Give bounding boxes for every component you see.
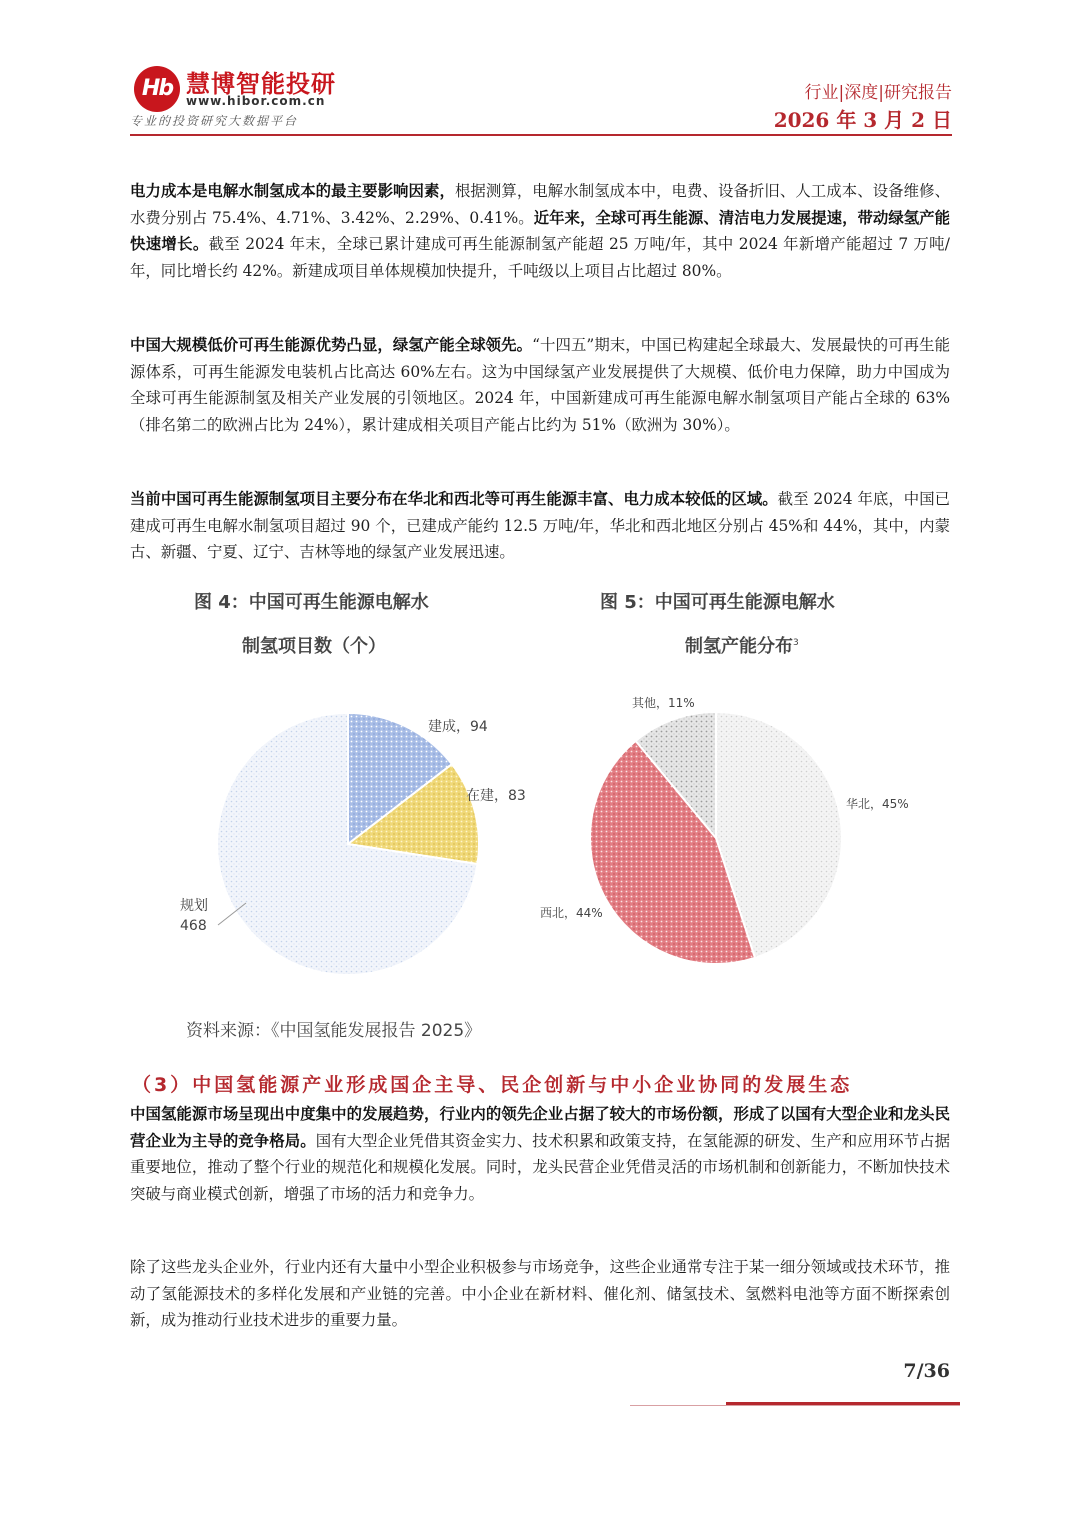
pie-label-建成: 建成，94 [428,719,488,735]
pie-label-规划: 468 [180,918,207,934]
paragraph-2-lead: 中国大规模低价可再生能源优势凸显，绿氢产能全球领先。 [130,336,533,354]
logo-name: 慧博智能投研 [186,70,336,98]
paragraph-2-text: “十四五”期末，中国已构建起全球最大、发展最快的可再生能源体系，可再生能源发电装机占比高达 60%左右。这为中国绿氢产业发展提供了大规模、低价电力保障，助力中国成为全球可再生能源制氢及相关产业发展的引领地区。2024 年，中国新建成可再生能源电解水制氢项目产能占全球的 63%（排名第二的欧洲占比为 24%），累计建成相关项目产能占比约为 51%（欧洲为 30%）。 [130,336,950,434]
pie-label-在建: 在建，83 [466,788,526,804]
figure-5-title-text: 制氢产能分布 [685,636,793,657]
pie-chart-capacity-distribution [540,695,909,964]
paragraph-1-lead: 电力成本是电解水制氢成本的最主要影响因素， [130,182,455,200]
logo-url: www.hibor.com.cn [186,94,326,108]
paragraph-4-text: 国有大型企业凭借其资金实力、技术积累和政策支持，在氢能源的研发、生产和应用环节占据重要地位，推动了整个行业的规范化和规模化发展。同时，龙头民营企业凭借灵活的市场机制和创新能力，不断加快技术突破与商业模式创新，增强了市场的活力和竞争力。 [130,1131,950,1203]
paragraph-4 [130,1101,950,1207]
figure-4-title-line2: 制氢项目数（个） [242,636,386,657]
figure-5-footnote-mark: 3 [793,638,799,648]
section-heading: （3）中国氢能源产业形成国企主导、民企创新与中小企业协同的发展生态 [132,1074,853,1096]
paragraph-5 [130,1254,950,1334]
report-type: 行业|深度|研究报告 [804,83,952,103]
logo-mark: Hb [134,66,180,112]
pie-label-西北: 西北，44% [540,906,603,920]
paragraph-5-text: 除了这些龙头企业外，行业内还有大量中小型企业积极参与市场竞争，这些企业通常专注于某一细分领域或技术环节，推动了氢能源技术的多样化发展和产业链的完善。中小企业在新材料、催化剂、储氢技术、氢燃料电池等方面不断探索创新，成为推动行业技术进步的重要力量。 [130,1258,950,1330]
paragraph-1-emphasis: 近年来，全球可再生能源、清洁电力发展提速，带动绿氢产能快速增长。 [130,208,950,254]
footer-rule-accent [726,1402,960,1405]
footer-rule [630,1405,960,1406]
paragraph-3-text: 截至 2024 年底，中国已建成可再生电解水制氢项目超过 90 个，已建成产能约 12.5 万吨/年，华北和西北地区分别占 45%和 44%，其中，内蒙古、新疆、宁夏、辽宁、吉林等地的绿氢产业发展迅速。 [130,490,950,562]
report-date: 2026 年 3 月 2 日 [773,108,952,132]
figure-source: 资料来源：《中国氢能发展报告 2025》 [186,1021,482,1041]
paragraph-1-text: 根据测算，电解水制氢成本中，电费、设备折旧、人工成本、设备维修、水费分别占 75.4%、4.71%、3.42%、2.29%、0.41%。 [130,182,950,227]
pie-label-华北: 华北，45% [846,797,909,811]
page-number: 7/36 [903,1360,950,1382]
paragraph-1-text-2: 截至 2024 年末，全球已累计建成可再生能源制氢产能超 25 万吨/年，其中 2024 年新增产能超过 7 万吨/年，同比增长约 42%。新建成项目单体规模加快提升，千吨级以上项目占比超过 80%。 [130,235,950,280]
pie-chart-project-count [180,713,526,975]
paragraph-4-lead: 中国氢能源市场呈现出中度集中的发展趋势，行业内的领先企业占据了较大的市场份额，形成了以国有大型企业和龙头民营企业为主导的竞争格局。 [130,1105,950,1150]
paragraph-3-lead: 当前中国可再生能源制氢项目主要分布在华北和西北等可再生能源丰富、电力成本较低的区域。 [130,490,778,508]
figure-4-title-line1: 图 4：中国可再生能源电解水 [194,592,429,613]
figure-5-title-line1: 图 5：中国可再生能源电解水 [600,592,835,613]
pie-label-其他: 其他，11% [632,696,695,710]
logo-slogan: 专业的投资研究大数据平台 [130,114,299,128]
pie-label-规划: 规划 [180,898,208,914]
